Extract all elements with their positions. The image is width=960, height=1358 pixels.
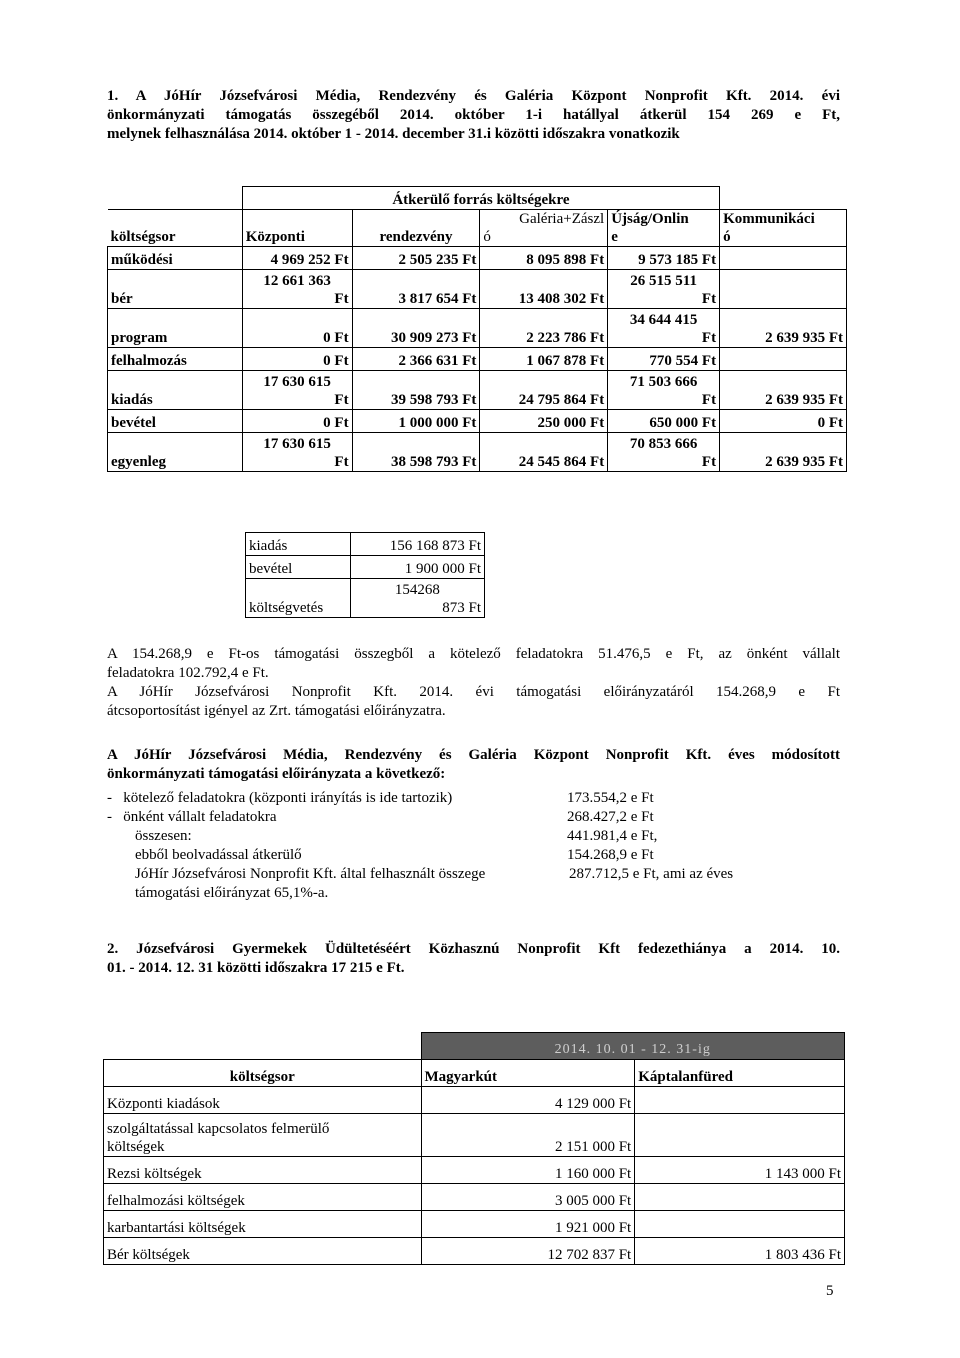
list-item bbox=[107, 808, 840, 827]
row-value: 1 900 000 Ft bbox=[350, 556, 484, 579]
row-label: egyenleg bbox=[108, 433, 243, 472]
row-value: 154268 873 Ft bbox=[350, 579, 484, 618]
cell-ujsag: 26 515 511 Ft bbox=[608, 270, 720, 309]
row-label: kiadás bbox=[246, 533, 351, 556]
cell-ujsag: 650 000 Ft bbox=[608, 410, 720, 433]
row-label: Rezsi költségek bbox=[104, 1157, 422, 1184]
section1-heading-line1: 1. A JóHír Józsefvárosi Média, Rendezvény és Galéria Központ Nonprofit Kft. 2014. évi bbox=[107, 88, 840, 104]
row-label: bér bbox=[108, 270, 243, 309]
cell-ujsag: 34 644 415 Ft bbox=[608, 309, 720, 348]
paragraph-3-line2: önkormányzati támogatási előirányzata a következő: bbox=[107, 766, 446, 782]
list-item-amount: 173.554,2 e Ft bbox=[567, 790, 654, 806]
row-value: 156 168 873 Ft bbox=[350, 533, 484, 556]
row-label: költségvetés bbox=[246, 579, 351, 618]
header-kozponti: Központi bbox=[242, 210, 352, 247]
cell-galeria: 24 795 864 Ft bbox=[480, 371, 608, 410]
paragraph-3-line1: A JóHír Józsefvárosi Média, Rendezvény és Galéria Központ Nonprofit Kft. éves módosított bbox=[107, 747, 840, 763]
table-row bbox=[104, 1184, 845, 1211]
row-label: Központi kiadások bbox=[104, 1087, 422, 1114]
list-item-label: összesen: bbox=[135, 828, 192, 844]
paragraph-1-line1: A 154.268,9 e Ft-os támogatási összegből a kötelező feladatokra 51.476,5 e Ft, az önként vállalt bbox=[107, 646, 840, 662]
cell-kozponti: 17 630 615 Ft bbox=[242, 433, 352, 472]
cell-ujsag: 70 853 666 Ft bbox=[608, 433, 720, 472]
row-label: bevétel bbox=[246, 556, 351, 579]
cell-galeria: 250 000 Ft bbox=[480, 410, 608, 433]
transfer-cost-table bbox=[107, 186, 847, 472]
cell-rendezveny: 30 909 273 Ft bbox=[352, 309, 480, 348]
group-header: Átkerülő forrás költségekre bbox=[242, 187, 719, 210]
row-label: karbantartási költségek bbox=[104, 1211, 422, 1238]
cell-komm: 2 639 935 Ft bbox=[720, 371, 847, 410]
paragraph-2-line2: átcsoportosítást igényel az Zrt. támogatási előirányzatra. bbox=[107, 703, 446, 719]
cell-kozponti: 0 Ft bbox=[242, 410, 352, 433]
header-kaptalanfured: Káptalanfüred bbox=[635, 1060, 845, 1087]
cell-kozponti: 12 661 363 Ft bbox=[242, 270, 352, 309]
row-label: bevétel bbox=[108, 410, 243, 433]
list-item-amount: 154.268,9 e Ft bbox=[567, 847, 654, 863]
cell-kaptalanfured bbox=[635, 1184, 845, 1211]
cell-galeria: 8 095 898 Ft bbox=[480, 247, 608, 270]
row-label: működési bbox=[108, 247, 243, 270]
cell-magyarkut: 2 151 000 Ft bbox=[421, 1114, 635, 1157]
cell-komm: 2 639 935 Ft bbox=[720, 433, 847, 472]
header-magyarkut: Magyarkút bbox=[421, 1060, 635, 1087]
table-row bbox=[246, 556, 485, 579]
table-row bbox=[108, 433, 847, 472]
table-header-row bbox=[104, 1060, 845, 1087]
cell-komm bbox=[720, 348, 847, 371]
cell-kaptalanfured: 1 143 000 Ft bbox=[635, 1157, 845, 1184]
cell-ujsag: 71 503 666 Ft bbox=[608, 371, 720, 410]
table-row bbox=[108, 348, 847, 371]
row-label: felhalmozási költségek bbox=[104, 1184, 422, 1211]
cell-magyarkut: 1 921 000 Ft bbox=[421, 1211, 635, 1238]
row-label: kiadás bbox=[108, 371, 243, 410]
table-row bbox=[104, 1157, 845, 1184]
paragraph-2-line1: A JóHír Józsefvárosi Nonprofit Kft. 2014. évi támogatási előirányzatáról 154.268,9 e Ft bbox=[107, 684, 840, 700]
page-number: 5 bbox=[826, 1283, 834, 1299]
cell-galeria: 24 545 864 Ft bbox=[480, 433, 608, 472]
cell-rendezveny: 38 598 793 Ft bbox=[352, 433, 480, 472]
table-row bbox=[104, 1087, 845, 1114]
cell-kozponti: 17 630 615 Ft bbox=[242, 371, 352, 410]
row-label: felhalmozás bbox=[108, 348, 243, 371]
list-item-label: - kötelező feladatokra (központi irányítás is ide tartozik) bbox=[107, 790, 453, 806]
cell-ujsag: 9 573 185 Ft bbox=[608, 247, 720, 270]
row-label: program bbox=[108, 309, 243, 348]
cell-kaptalanfured bbox=[635, 1211, 845, 1238]
table-row bbox=[108, 309, 847, 348]
cell-rendezveny: 1 000 000 Ft bbox=[352, 410, 480, 433]
table-row bbox=[108, 371, 847, 410]
cell-komm bbox=[720, 247, 847, 270]
cell-komm bbox=[720, 270, 847, 309]
budget-list bbox=[107, 789, 840, 903]
cell-kaptalanfured: 1 803 436 Ft bbox=[635, 1238, 845, 1265]
list-item-label: ebből beolvadással átkerülő bbox=[135, 847, 302, 863]
cell-komm: 0 Ft bbox=[720, 410, 847, 433]
header-costline: költségsor bbox=[108, 210, 243, 247]
header-costline: költségsor bbox=[104, 1060, 422, 1087]
header-komm: Kommunikáci ó bbox=[720, 210, 847, 247]
period-banner: 2014. 10. 01 - 12. 31-ig bbox=[421, 1033, 844, 1060]
table-row bbox=[108, 270, 847, 309]
cell-rendezveny: 3 817 654 Ft bbox=[352, 270, 480, 309]
table-header-row bbox=[108, 210, 847, 247]
table-row bbox=[104, 1211, 845, 1238]
list-item bbox=[107, 884, 840, 903]
table-row bbox=[246, 579, 485, 618]
cell-magyarkut: 1 160 000 Ft bbox=[421, 1157, 635, 1184]
cell-rendezveny: 2 505 235 Ft bbox=[352, 247, 480, 270]
cell-kaptalanfured bbox=[635, 1087, 845, 1114]
list-item bbox=[107, 865, 840, 884]
cell-magyarkut: 3 005 000 Ft bbox=[421, 1184, 635, 1211]
table-row bbox=[104, 1238, 845, 1265]
list-item bbox=[107, 789, 840, 808]
cell-ujsag: 770 554 Ft bbox=[608, 348, 720, 371]
section1-heading-line2: önkormányzati támogatás összegéből 2014. október 1-i hatállyal átkerül 154 269 e Ft, bbox=[107, 107, 840, 123]
cell-galeria: 2 223 786 Ft bbox=[480, 309, 608, 348]
camp-cost-table bbox=[103, 1032, 845, 1265]
table-row bbox=[246, 533, 485, 556]
list-item-amount: 287.712,5 e Ft, ami az éves bbox=[569, 866, 734, 882]
table-row bbox=[108, 410, 847, 433]
table-banner-row bbox=[104, 1033, 845, 1060]
cell-kozponti: 0 Ft bbox=[242, 309, 352, 348]
cell-galeria: 13 408 302 Ft bbox=[480, 270, 608, 309]
section2-heading-line2: 01. - 2014. 12. 31 közötti időszakra 17 215 e Ft. bbox=[107, 960, 405, 976]
cell-magyarkut: 12 702 837 Ft bbox=[421, 1238, 635, 1265]
list-item bbox=[107, 827, 840, 846]
list-item-label: támogatási előirányzat 65,1%-a. bbox=[135, 885, 329, 901]
list-item bbox=[107, 846, 840, 865]
table-row bbox=[108, 247, 847, 270]
list-item-amount: 268.427,2 e Ft bbox=[567, 809, 654, 825]
section2-heading-line1: 2. Józsefvárosi Gyermekek Üdültetéséért Közhasznú Nonprofit Kft fedezethiánya a 2014. 10. bbox=[107, 941, 840, 957]
list-item-amount: 441.981,4 e Ft, bbox=[567, 828, 658, 844]
cell-rendezveny: 2 366 631 Ft bbox=[352, 348, 480, 371]
cell-kozponti: 4 969 252 Ft bbox=[242, 247, 352, 270]
header-ujsag: Újság/Onlin e bbox=[608, 210, 720, 247]
cell-galeria: 1 067 878 Ft bbox=[480, 348, 608, 371]
row-label: szolgáltatással kapcsolatos felmerülő költségek bbox=[104, 1114, 422, 1157]
paragraph-1-line2: feladatokra 102.792,4 e Ft. bbox=[107, 665, 269, 681]
cell-komm: 2 639 935 Ft bbox=[720, 309, 847, 348]
cell-kozponti: 0 Ft bbox=[242, 348, 352, 371]
table-row bbox=[104, 1114, 845, 1157]
list-item-label: - önként vállalt feladatokra bbox=[107, 809, 277, 825]
row-label: Bér költségek bbox=[104, 1238, 422, 1265]
list-item-label: JóHír Józsefvárosi Nonprofit Kft. által felhasznált összege bbox=[135, 866, 486, 882]
section1-heading-line3: melynek felhasználása 2014. október 1 - 2014. december 31.i közötti időszakra vonatkozik bbox=[107, 126, 680, 142]
header-galeria: Galéria+Zászl ó bbox=[480, 210, 608, 247]
cell-rendezveny: 39 598 793 Ft bbox=[352, 371, 480, 410]
cell-magyarkut: 4 129 000 Ft bbox=[421, 1087, 635, 1114]
header-rendezveny: rendezvény bbox=[352, 210, 480, 247]
cell-kaptalanfured bbox=[635, 1114, 845, 1157]
summary-table bbox=[245, 532, 485, 618]
